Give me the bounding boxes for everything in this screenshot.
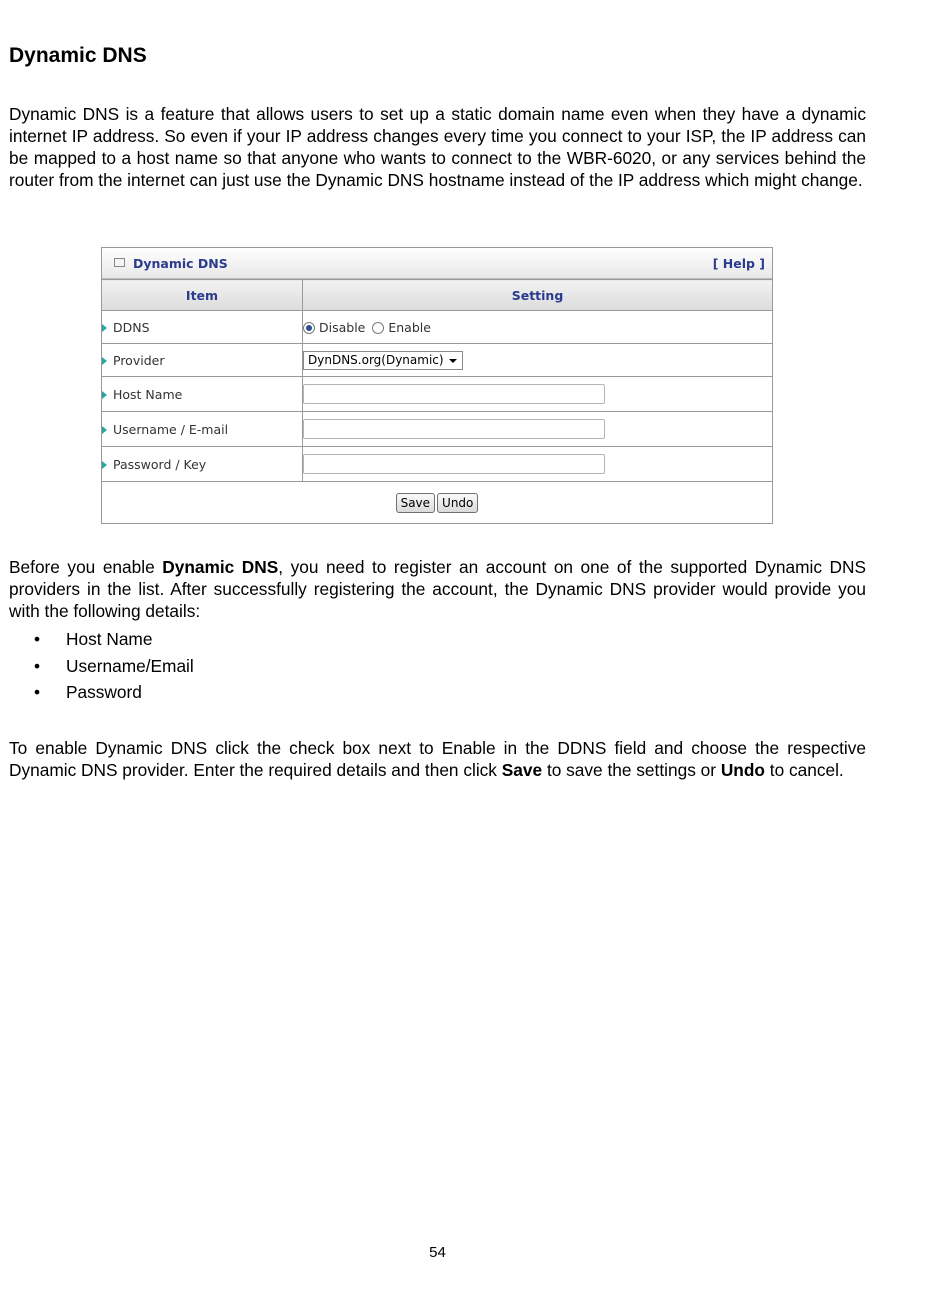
ddns-setting — [303, 311, 773, 344]
provider-select[interactable] — [303, 351, 463, 370]
save-button[interactable]: Save — [396, 493, 435, 513]
host-name-label: Host Name — [113, 386, 183, 402]
arrow-right-icon — [102, 324, 107, 332]
row-label-password — [102, 447, 303, 482]
provider-label: Provider — [113, 352, 165, 368]
enable-instructions-paragraph — [9, 737, 866, 781]
instructions-text-2: to save the settings or — [542, 760, 721, 780]
enable-radio-label: Enable — [388, 319, 431, 335]
panel-title: Dynamic DNS — [133, 256, 228, 271]
bullet-icon: • — [34, 629, 41, 649]
instructions-bold-undo: Undo — [720, 760, 765, 780]
table-header-row — [102, 280, 772, 311]
host-name-setting — [303, 377, 773, 412]
instructions-bold-save: Save — [501, 760, 543, 780]
table-row-password — [102, 447, 772, 482]
disable-radio-label: Disable — [319, 319, 366, 335]
list-item-text: Host Name — [66, 629, 153, 649]
provider-selected-value: DynDNS.org(Dynamic) — [308, 352, 444, 367]
row-label-provider — [102, 344, 303, 377]
row-label-host-name — [102, 377, 303, 412]
bullet-icon: • — [34, 655, 41, 676]
table-row-buttons — [102, 482, 772, 524]
help-link[interactable]: [ Help ] — [712, 256, 765, 271]
arrow-right-icon — [102, 357, 107, 365]
list-item-text: Username/Email — [66, 655, 194, 676]
bullet-icon: • — [34, 682, 41, 702]
dynamic-dns-panel — [101, 247, 773, 524]
ddns-label: DDNS — [113, 319, 150, 335]
details-list — [34, 626, 194, 706]
row-label-ddns — [102, 311, 303, 344]
username-setting — [303, 412, 773, 447]
table-row-ddns — [102, 311, 772, 344]
page-title: Dynamic DNS — [9, 44, 147, 67]
enable-radio[interactable] — [372, 322, 384, 334]
row-label-username — [102, 412, 303, 447]
username-label: Username / E-mail — [113, 421, 229, 437]
arrow-right-icon — [102, 461, 107, 469]
column-header-item: Item — [102, 280, 303, 311]
button-cell — [102, 482, 772, 524]
register-text-2: , you need to register an account on one of the supported Dynamic DNS providers in the list. After successfully registering the account, the Dynamic DNS provider would provide you with the following details: — [9, 557, 866, 621]
settings-table — [102, 279, 772, 523]
column-header-setting: Setting — [303, 280, 773, 311]
list-item — [34, 626, 194, 653]
list-item-text: Password — [66, 682, 142, 702]
instructions-text-1: To enable Dynamic DNS click the check box next to Enable in the DDNS field and choose the respective Dynamic DNS provider. Enter the required details and then click — [9, 738, 866, 780]
password-label: Password / Key — [113, 456, 207, 472]
register-paragraph — [9, 556, 866, 622]
window-icon — [114, 258, 125, 267]
instructions-text-3: to cancel. — [764, 760, 844, 780]
register-text-1: Before you enable — [9, 557, 163, 577]
disable-radio[interactable] — [303, 322, 315, 334]
username-input[interactable] — [303, 419, 605, 439]
password-input[interactable] — [303, 454, 605, 474]
arrow-right-icon — [102, 391, 107, 399]
intro-paragraph: Dynamic DNS is a feature that allows users to set up a static domain name even when they have a dynamic internet IP address. So even if your IP address changes every time you connect to your ISP, the IP address can be mapped to a host name so that anyone who wants to connect to the WBR-6020, or any services behind the router from the internet can just use the Dynamic DNS hostname instead of the IP address which might change. — [9, 104, 866, 190]
chevron-down-icon — [449, 359, 457, 363]
table-row-username — [102, 412, 772, 447]
host-name-input[interactable] — [303, 384, 605, 404]
register-bold-term: Dynamic DNS — [162, 557, 279, 577]
provider-setting — [303, 344, 773, 377]
list-item — [34, 679, 194, 706]
page-number: 54 — [429, 1244, 446, 1261]
table-row-provider — [102, 344, 772, 377]
arrow-right-icon — [102, 426, 107, 434]
table-row-host-name — [102, 377, 772, 412]
panel-header — [102, 248, 772, 279]
undo-button[interactable]: Undo — [437, 493, 478, 513]
password-setting — [303, 447, 773, 482]
list-item — [34, 653, 194, 680]
